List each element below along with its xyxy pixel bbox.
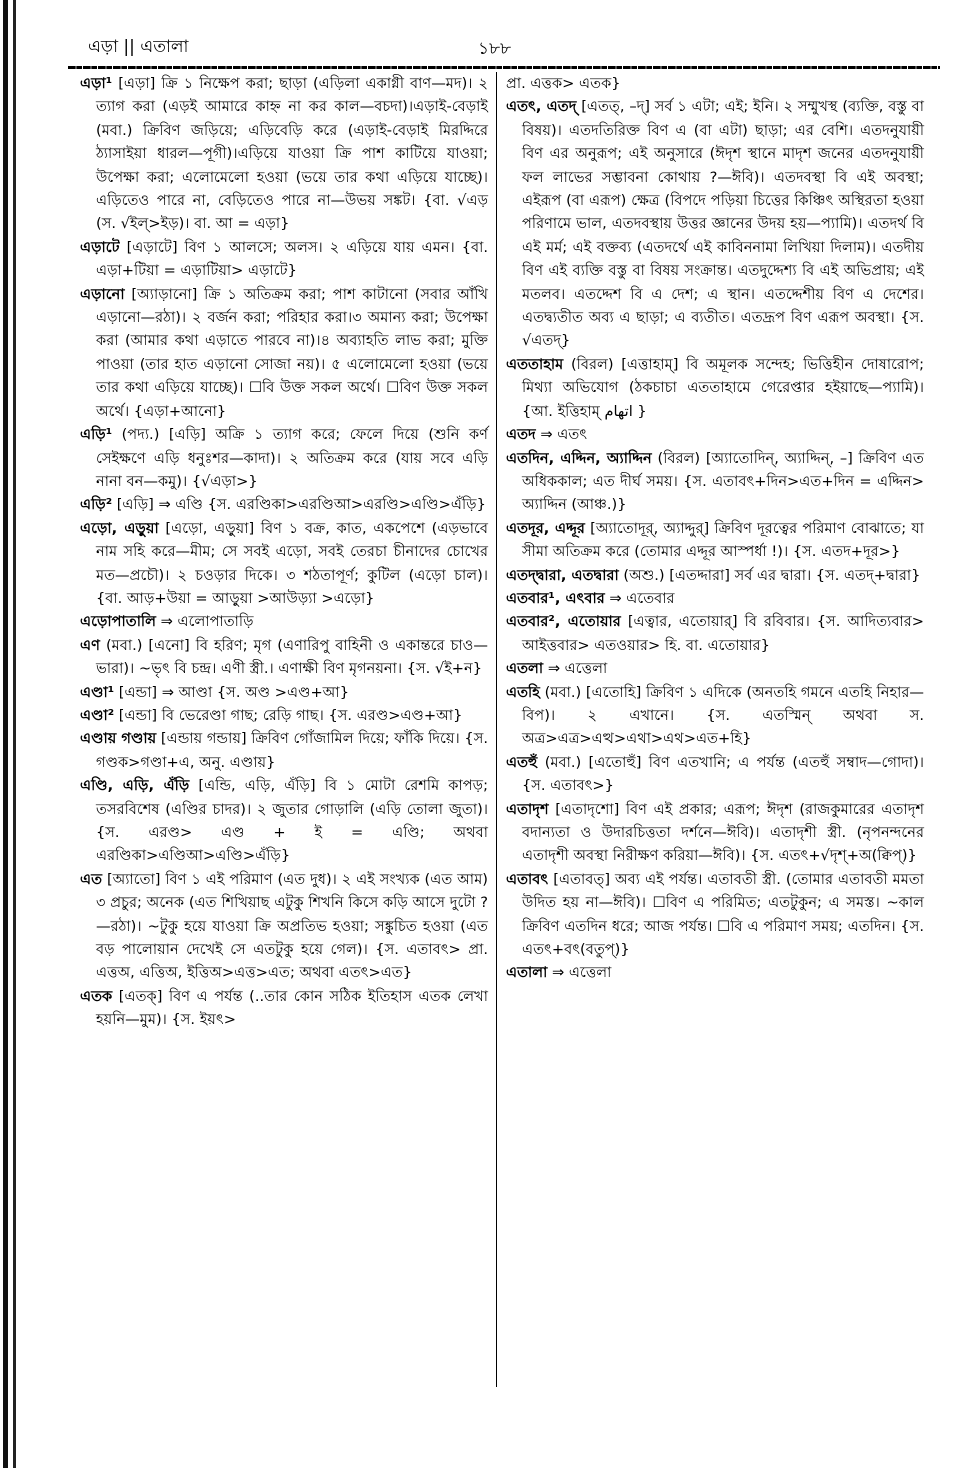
dictionary-entry	[506, 610, 924, 657]
entry-headword: এতবার², এতোয়ার	[506, 613, 621, 631]
entry-headword: এড়ানো	[80, 285, 125, 303]
dictionary-entry	[80, 704, 488, 727]
entry-headword: এতদূর, এদ্দূর	[506, 519, 585, 537]
dictionary-entry	[506, 353, 924, 423]
entry-headword: এড়ি²	[80, 496, 113, 514]
entry-headword: এতালা	[506, 964, 548, 982]
dictionary-entry	[506, 798, 924, 868]
dictionary-entry	[506, 517, 924, 564]
entry-definition: [এন্ডি, এড়ি, এঁড়ি] বি ১ মোটা রেশমি কাপড়; তসরবিশেষ (এণ্ডির চাদর)। ২ জুতার গোড়ালি (এড়ি তোলা জুতা)। {স. এরণ্ড> এণ্ড + ই = এণ্ডি; অথবা এরণ্ডিকা>এণ্ডিআ>এণ্ডি>এঁড়ি}	[96, 777, 488, 865]
entry-headword: এতাদৃশ	[506, 800, 549, 818]
entry-definition: (অশু.) [এতদ্দারা] সর্ব এর দ্বারা। {স. এতদ্+দ্বারা}	[623, 566, 921, 584]
entry-headword: এড়াটে	[80, 238, 120, 256]
entry-definition: [এড়ি] ⇒ এণ্ডি {স. এরণ্ডিকা>এরণ্ডিআ>এরণ্ডি>এণ্ডি>এঁড়ি}	[116, 496, 486, 514]
dictionary-entry	[80, 283, 488, 423]
dictionary-entry	[506, 72, 924, 95]
entry-headword: এড়ি¹	[80, 426, 113, 444]
entry-headword: এতহি	[506, 683, 540, 701]
entry-headword: এতদ	[506, 426, 536, 444]
entry-definition: [এত্বার, এতোয়ার্] বি রবিবার। {স. আদিত্যবার> আইত্তবার> এতওয়ার> হি. বা. এতোয়ার}	[522, 613, 924, 654]
entry-definition: [এতক্] বিণ এ পর্যন্ত (..তার কোন সঠিক ইতিহাস এতক লেখা হয়নি—মুম)। {স. ইয়ৎ>	[96, 987, 488, 1029]
dictionary-entry	[506, 868, 924, 962]
entry-definition: [এন্ডা] বি ভেরেণ্ডা গাছ; রেড়ি গাছ। {স. এরণ্ড>এণ্ড+আ}	[118, 706, 463, 724]
entry-definition: ⇒ এত্তেলা	[547, 660, 608, 678]
entry-definition: [এতাবত্] অব্য এই পর্যন্ত। এতাবতী স্ত্রী. (তোমার এতাবতী মমতা উদিত হয় না—ঈবি)। ☐বিণ এ পরিমিত; এতটুকুন; এ সমস্ত। ~কাল ক্রিবিণ এতদিন ধরে; আজ পর্যন্ত। ☐বি এ পরিমাণ সময়; এতদিন। {স. এতৎ+বৎ(বতুপ্)}	[522, 870, 925, 959]
entry-headword: এতাবৎ	[506, 870, 549, 888]
dictionary-entry	[506, 95, 924, 352]
entry-headword: এড়ো, এড়ুয়া	[80, 519, 159, 537]
page-header	[88, 34, 928, 62]
entry-headword: এতদিন, এদ্দিন, অ্যাদ্দিন	[506, 449, 652, 467]
dictionary-entry	[80, 681, 488, 704]
column-divider	[496, 72, 497, 1387]
entry-headword: এতবার¹, এৎবার	[506, 589, 605, 607]
entry-definition: [এন্ডা] ⇒ আণ্ডা {স. অণ্ড >এণ্ড+আ}	[118, 683, 349, 701]
entry-headword: এণ্ডা¹	[80, 683, 115, 701]
entry-definition: [অ্যাতোদূর্, অ্যাদ্দুর্] ক্রিবিণ দূরত্বের পরিমাণ বোঝাতে; যা সীমা অতিক্রম করে (তোমার এদ্দূর আস্পর্ধা !)। {স. এতদ+দূর>}	[522, 519, 924, 561]
entry-headword: এতক	[80, 987, 113, 1005]
entry-headword: এতৎ, এতদ্	[506, 98, 577, 116]
page-number: ১৮৮	[478, 39, 512, 59]
dictionary-entry	[506, 751, 924, 798]
header-rule	[68, 66, 940, 69]
dictionary-entry	[506, 681, 924, 751]
guide-words: এড়া || এতালা	[88, 37, 189, 57]
dictionary-entry	[80, 236, 488, 283]
entry-definition: ⇒ এত্তেলা	[552, 964, 612, 982]
dictionary-entry	[506, 657, 924, 680]
entry-definition: [এড়া] ক্রি ১ নিক্ষেপ করা; ছাড়া (এড়িলা একাগ্নী বাণ—মদ)। ২ ত্যাগ করা (এড়ই আমারে কাহ্ন না কর কাল—বচদা)।এড়াই-বেড়াই (মবা.) ক্রিবিণ জড়িয়ে; এড়িবেড়ি করে (এড়াই-বেড়াই মিরদ্দিরে ঠ্যাসাইয়া ধারল—পূগী)।এড়িয়ে যাওয়া ক্রি পাশ কাটিয়ে যাওয়া; উপেক্ষা করা; এলোমেলো হওয়া (ভয়ে তার কথা এড়িয়ে যাচ্ছে)।এড়িতেও পারে না, বেড়িতেও পারে না—উভয় সঙ্কট। {বা. √এড় (স. √ইল্>ইড়)। বা. আ = এড়া}	[96, 75, 489, 233]
entry-headword: এণ্ডায় গণ্ডায়	[80, 730, 157, 748]
dictionary-entry	[80, 517, 488, 611]
entry-headword: এতদ্দ্বারা, এতদ্বারা	[506, 566, 619, 584]
dictionary-entry	[80, 868, 488, 985]
entry-headword: এতহুঁ	[506, 753, 538, 771]
entry-headword: এতলা	[506, 660, 544, 678]
entry-definition: [এন্ডায় গন্ডায়] ক্রিবিণ গোঁজামিল দিয়ে; ফাঁকি দিয়ে। {স. গণ্ডক>গণ্ডা+এ, অনু. এণ্ডায়}	[96, 730, 488, 771]
dictionary-entry	[80, 610, 488, 633]
dictionary-entry	[80, 985, 488, 1032]
entry-definition: [এতত্, –দ্] সর্ব ১ এটা; এই; ইনি। ২ সম্মুখস্থ (ব্যক্তি, বস্তু বা বিষয়)। এতদতিরিক্ত বিণ এ (বা এটা) ছাড়া; এর বেশি। এতদনুযায়ী বিণ এর অনুরূপ; এই অনুসারে (ঈদৃশ স্থানে মাদৃশ জনের এতদনুযায়ী ফল লাভের সম্ভাবনা কোথায় ?—ঈবি)। এতদবস্থা বি এই অবস্থা; এইরূপ (বা এরূপ) ক্ষেত্র (বিপদে পড়িয়া চিত্তের কিঞ্চিৎ অস্থিরতা হওয়া পরিণামে ভাল, এতদবস্থায় উত্তর জ্ঞানের উদয় হয়—প্যামি)। এতদর্থ বি এই মর্ম; এই বক্তব্য (এতদর্থে এই কাবিননামা লিখিয়া দিলাম)। এতদীয় বিণ এই ব্যক্তি বস্তু বা বিষয় সংক্রান্ত। এতদুদ্দেশ্য বি এই অভিপ্রায়; এই মতলব। এতদ্দেশ বি এ দেশ; এ স্থান। এতদ্দেশীয় বিণ এ দেশের। এতদ্ব্যতীত অব্য এ ছাড়া; এ ব্যতীত। এতদ্রূপ বিণ এরূপ অবস্থা। {স. √এতদ্}	[522, 98, 925, 350]
page-binding-edge	[3, 0, 8, 1468]
entry-definition: [অ্যাড়ানো] ক্রি ১ অতিক্রম করা; পাশ কাটানো (সবার আঁখি এড়ানো—রঠা)। ২ বর্জন করা; পরিহার করা।৩ অমান্য করা; উপেক্ষা করা (আমার কথা এড়াতে পারবে না)।৪ অব্যাহতি লাভ করা; মুক্তি পাওয়া (তার হাত এড়ানো সোজা নয়)। ৫ এলোমেলো হওয়া (ভয়ে তার কথা এড়িয়ে যাচ্ছে)। ☐বি উক্ত সকল অর্থে। ☐বিণ উক্ত সকল অর্থে। {এড়া+আনো}	[96, 285, 489, 420]
entry-definition: [এতাদৃশো] বিণ এই প্রকার; এরূপ; ঈদৃশ (রাজকুমারের এতাদৃশ বদান্যতা ও উদারচিত্ততা দর্শনে—ঈবি)। এতাদৃশী স্ত্রী. (নৃপনন্দনের এতাদৃশী অবস্থা নিরীক্ষণ করিয়া—ঈবি)। {স. এতৎ+√দৃশ্+অ(ক্বিপ্)}	[522, 800, 925, 865]
dictionary-entry	[506, 423, 924, 446]
entry-definition: (বিরল) [অ্যাতোদিন্, অ্যাদ্দিন্, –] ক্রিবিণ এত অধিককাল; এত দীর্ঘ সময়। {স. এতাবৎ+দিন>এত+দিন = এদ্দিন> অ্যাদ্দিন (আঞ্চ.)}	[522, 449, 924, 514]
entry-definition: (বিরল) [এত্তাহাম্] বি অমূলক সন্দেহ; ভিত্তিহীন দোষারোপ; মিথ্যা অভিযোগ (ঠকচাচা এততাহামে গেরেপ্তার হইয়াছে—প্যামি)। {আ. ইত্তিহাম্ اتهام }	[522, 355, 925, 420]
entry-headword: এত	[80, 870, 103, 888]
dictionary-entry	[80, 423, 488, 493]
entry-headword: এড়া¹	[80, 75, 113, 92]
dictionary-entry	[506, 564, 924, 587]
entry-definition: (মবা.) [এনো] বি হরিণ; মৃগ (এণারিপু বাহিনী ও একান্তরে চাও—ভারা)। ~ভৃৎ বি চন্দ্র। এণী স্ত্রী.। এণাক্ষী বিণ মৃগনয়না। {স. √ই+ন}	[96, 636, 488, 678]
entry-definition: প্রা. এত্তক> এতক}	[506, 75, 621, 92]
entry-definition: (মবা.) [এতোহুঁ] বিণ এতখানি; এ পর্যন্ত (এতহুঁ সম্বাদ—গোদা)। {স. এতাবৎ>}	[522, 753, 924, 795]
entry-definition: (পদ্য.) [এড়ি] অক্রি ১ ত্যাগ করে; ফেলে দিয়ে (শুনি কর্ণ সেইক্ষণে এড়ি ধনুঃশর—কাদা)। ২ অতিক্রম করে (যায় সবে এড়ি নানা বন—কমু)। {√এড়া>}	[96, 426, 488, 490]
dictionary-entry	[80, 493, 488, 516]
entry-definition: (মবা.) [এতোহি] ক্রিবিণ ১ এদিকে (অনতহি গমনে এতহি নিহার—বিপ)। ২ এখানে। {স. এতস্মিন্ অথবা স. অত্র>এত্র>এত্থ>এথা>এথ>এত+হি}	[522, 683, 924, 748]
entry-definition: [এড়াটে] বিণ ১ আলসে; অলস। ২ এড়িয়ে যায় এমন। {বা. এড়া+টিয়া = এড়াটিয়া> এড়াটে}	[96, 238, 488, 280]
page-binding-edge-inner	[13, 0, 16, 1468]
dictionary-entry	[80, 72, 488, 236]
left-column	[80, 72, 488, 1032]
entry-definition: ⇒ এতৎ	[540, 426, 588, 444]
dictionary-entry	[506, 447, 924, 517]
dictionary-entry	[80, 634, 488, 681]
entry-headword: এণ্ডি, এড়ি, এঁড়ি	[80, 777, 190, 795]
dictionary-entry	[80, 774, 488, 868]
dictionary-entry	[80, 727, 488, 774]
entry-headword: এণ	[80, 636, 100, 654]
entry-definition: ⇒ এতেবার	[609, 589, 675, 607]
entry-headword: এণ্ডা²	[80, 706, 115, 724]
right-column	[506, 72, 924, 985]
entry-headword: এততাহাম	[506, 355, 564, 373]
entry-definition: [অ্যাতো] বিণ ১ এই পরিমাণ (এত দুধ)। ২ এই সংখ্যক (এত আম) ৩ প্রচুর; অনেক (এত শিখিয়াছ এটুকু শিখনি কিসে কড়ি আসে দুটো ?—রঠা)। ~টুকু হয়ে যাওয়া ক্রি অপ্রতিভ হওয়া; সঙ্কুচিত হওয়া (এত বড় পালোয়ান দেখেই সে এতটুকু হয়ে গেল)। {স. এতাবৎ> প্রা. এত্তঅ, এত্তিঅ, ইত্তিঅ>এত্ত>এত; অথবা এতৎ>এত}	[96, 870, 488, 982]
entry-definition: [এড়ো, এড়ুয়া] বিণ ১ বক্র, কাত, একপেশে (এড়ভাবে নাম সহি করে—মীম; সে সবই এড়ো, সবই তেরচা চীনাদের চোখের মত—প্রচৌ)। ২ চওড়ার দিকে। ৩ শঠতাপূর্ণ; কুটিল (এড়ো চাল)। {বা. আড়+উয়া = আড়ুয়া >আউড়্যা >এড়ো}	[96, 519, 488, 607]
dictionary-entry	[506, 587, 924, 610]
entry-definition: ⇒ এলোপাতাড়ি	[160, 613, 254, 631]
dictionary-entry	[506, 961, 924, 984]
entry-headword: এড়োপাতালি	[80, 613, 156, 631]
